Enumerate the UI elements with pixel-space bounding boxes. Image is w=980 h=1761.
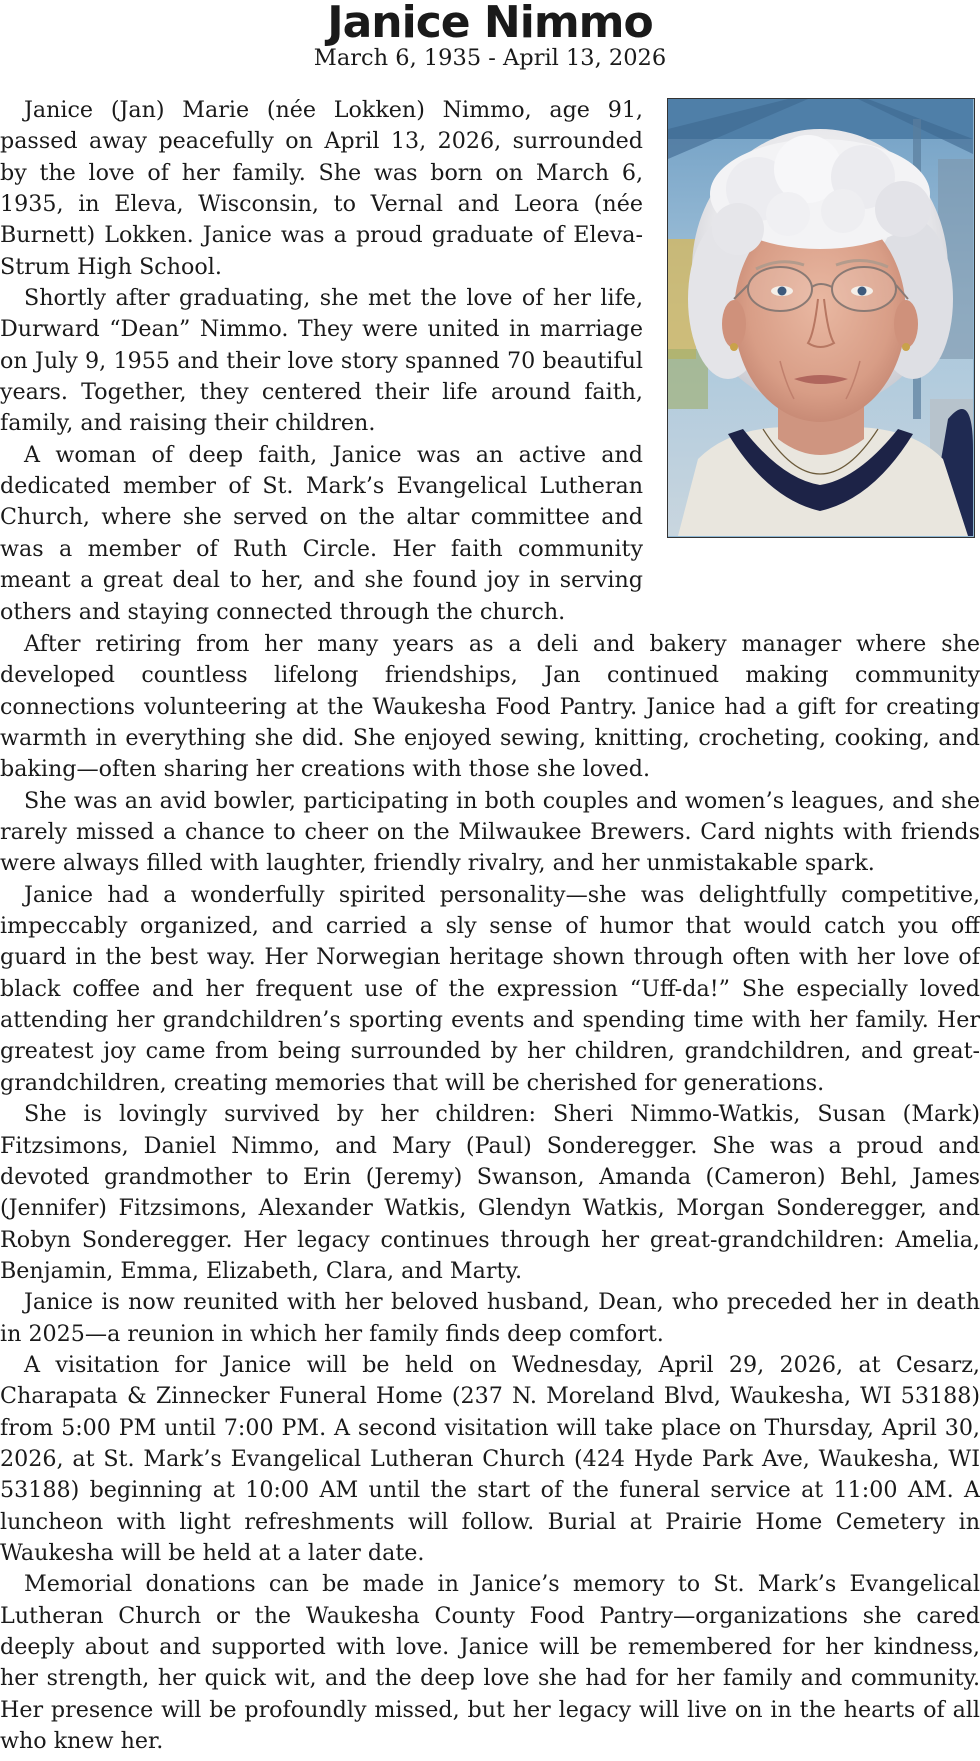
obituary-paragraph: Shortly after graduating, she met the love of her life, Durward “Dean” Nimmo. They were united in marriage on July 9, 1955 and their love story spanned 70 beautiful years. Together, they centered their life around faith, family, and raising their children. [0,285,643,437]
obituary-paragraph: She was an avid bowler, participating in both couples and women’s leagues, and she rarely missed a chance to cheer on the Milwaukee Brewers. Card nights with friends were always filled with laughter, friendly rivalry, and her unmistakable spark. [0,787,980,877]
portrait-photo [667,98,975,538]
obituary-paragraph: Janice had a wonderfully spirited personality—she was delightfully competitive, impeccably organized, and carried a sly sense of humor that would catch you off guard in the best way. Her Norwegian heritage shown through often with her love of black coffee and her frequent use of the expression “Uff-da!” She especially loved attending her grandchildren’s sporting events and spending time with her family. Her greatest joy came from being surrounded by her children, grandchildren, and great-grandchildren, creating memories that will be cherished for generations. [0,881,980,1096]
life-dates: March 6, 1935 - April 13, 2026 [313,45,667,71]
obituary-paragraph: Janice (Jan) Marie (née Lokken) Nimmo, age 91, passed away peacefully on April 13, 2026, surrounded by the love of her family. She was born on March 6, 1935, in Eleva, Wisconsin, to Vernal and Leora (née Burnett) Lokken. Janice was a proud graduate of Eleva-Strum High School. [0,97,643,280]
obituary-paragraph: A visitation for Janice will be held on Wednesday, April 29, 2026, at Cesarz, Charapata & Zinnecker Funeral Home (237 N. Moreland Blvd, Waukesha, WI 53188) from 5:00 PM until 7:00 PM. A second visitation will take place on Thursday, April 30, 2026, at St. Mark’s Evangelical Lutheran Church (424 Hyde Park Ave, Waukesha, WI 53188) beginning at 10:00 AM until the start of the funeral service at 11:00 AM. A luncheon with light refreshments will follow. Burial at Prairie Home Cemetery in Waukesha will be held at a later date. [0,1351,980,1566]
obituary-paragraph: She is lovingly survived by her children: Sheri Nimmo-Watkis, Susan (Mark) Fitzsimons, Daniel Nimmo, and Mary (Paul) Sonderegger. She was a proud and devoted grandmother to Erin (Jeremy) Swanson, Amanda (Cameron) Behl, James (Jennifer) Fitzsimons, Alexander Watkis, Glendyn Watkis, Morgan Sonderegger, and Robyn Sonderegger. Her legacy continues through her great-grandchildren: Amelia, Benjamin, Emma, Elizabeth, Clara, and Marty. [0,1101,980,1284]
obituary-paragraph: Janice is now reunited with her beloved husband, Dean, who preceded her in death in 2025—a reunion in which her family finds deep comfort. [0,1289,980,1347]
obituary-paragraph: Memorial donations can be made in Janice’s memory to St. Mark’s Evangelical Lutheran Church or the Waukesha County Food Pantry—organizations she cared deeply about and supported with love. Janice will be remembered for her kindness, her strength, her quick wit, and the deep love she had for her family and community. Her presence will be profoundly missed, but her legacy will live on in the hearts of all who knew her. [0,1571,980,1755]
obituary-text-upper [0,95,643,628]
deceased-name: Janice Nimmo [327,0,653,48]
obituary-paragraph: After retiring from her many years as a deli and bakery manager where she developed countless lifelong friendships, Jan continued making community connections volunteering at the Waukesha Food Pantry. Janice had a gift for creating warmth in everything she did. She enjoyed sewing, knitting, crocheting, cooking, and baking—often sharing her creations with those she loved. [0,631,980,783]
obituary-text-lower [0,629,980,1757]
obituary-paragraph: A woman of deep faith, Janice was an active and dedicated member of St. Mark’s Evangelical Lutheran Church, where she served on the altar committee and was a member of Ruth Circle. Her faith community meant a great deal to her, and she found joy in serving others and staying connected through the church. [0,441,643,625]
